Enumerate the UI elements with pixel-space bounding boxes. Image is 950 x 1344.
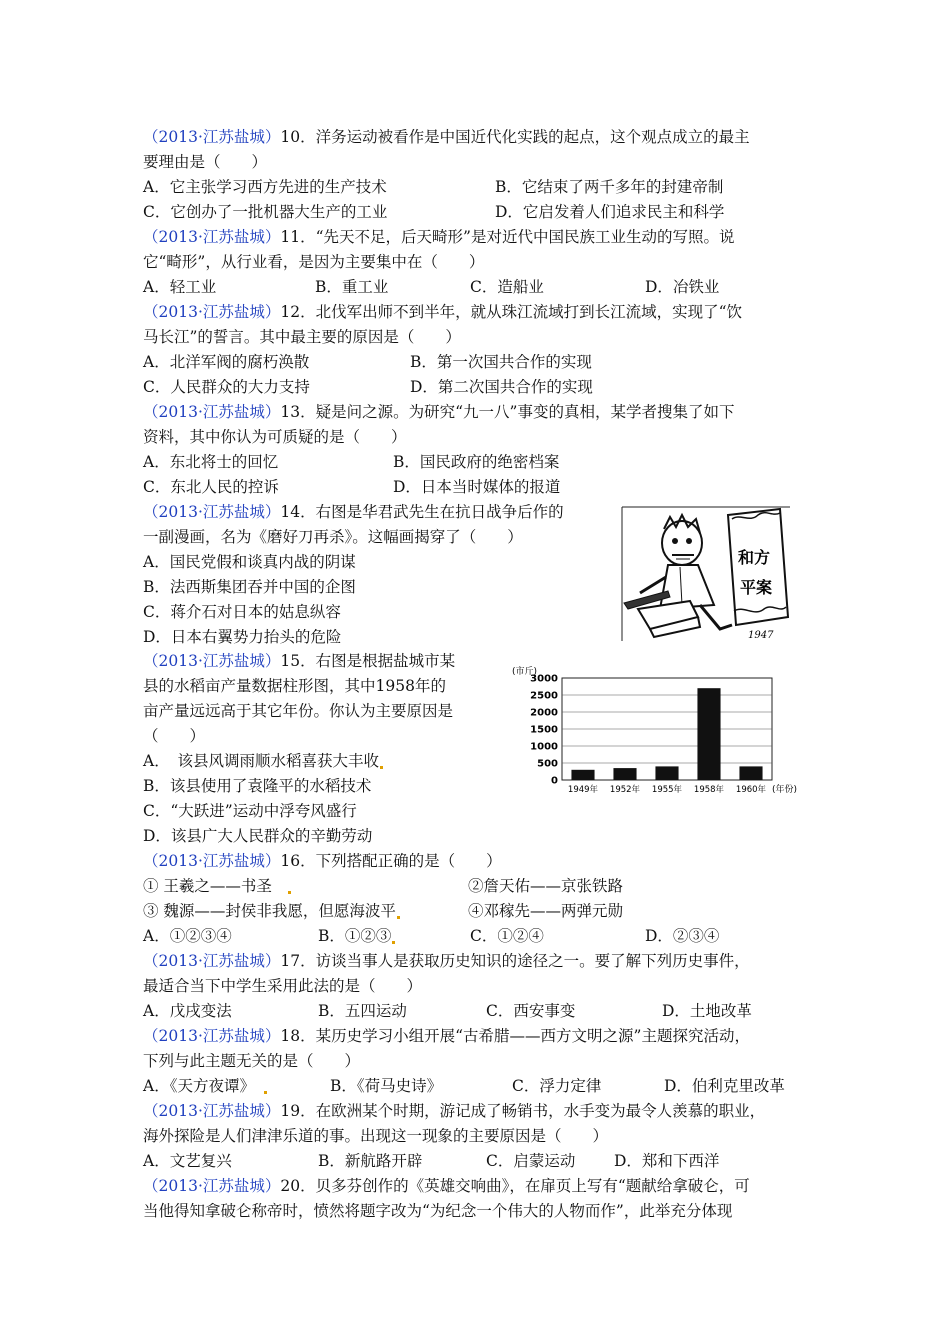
q11-option-a: A．轻工业 (143, 278, 217, 296)
q12-option-b: B．第一次国共合作的实现 (410, 353, 592, 371)
source-tag: （2013·江苏盐城） (143, 952, 281, 970)
q18-option-c: C．浮力定律 (512, 1077, 602, 1095)
source-tag: （2013·江苏盐城） (143, 852, 281, 870)
source-tag: （2013·江苏盐城） (143, 652, 281, 670)
chart-ytick-label: 1500 (530, 724, 558, 736)
chart-ytick-label: 2500 (530, 690, 558, 702)
q17-stem1-text: 17．访谈当事人是获取历史知识的途径之一。要了解下列历史事件， (280, 952, 750, 970)
q13-stem-line2: 资料，其中你认为可质疑的是（ ） (143, 428, 407, 446)
mark-dot (288, 891, 291, 894)
chart-ytick-label: 2000 (530, 707, 558, 719)
q13-option-c: C．东北人民的控诉 (143, 478, 279, 496)
q18-option-d: D．伯利克里改革 (664, 1077, 785, 1095)
q16-item-3-text: ③ 魏源——封侯非我愿，但愿海波平 (143, 902, 396, 920)
q19-option-c: C．启蒙运动 (486, 1152, 576, 1170)
q19-option-d: D．郑和下西洋 (614, 1152, 720, 1170)
chart-xtick-label: 1952年 (609, 785, 641, 795)
q17-stem-line2: 最适合当下中学生采用此法的是（ ） (143, 977, 423, 995)
q17-option-d: D．土地改革 (662, 1002, 752, 1020)
chart-bar (697, 688, 720, 780)
mark-dot (264, 1091, 267, 1094)
q14-stem-line2: 一副漫画，名为《磨好刀再杀》。这幅画揭穿了（ ） (143, 528, 523, 546)
chart-ytick-label: 500 (537, 758, 558, 770)
q15-option-a-text: A． 该县风调雨顺水稻喜获大丰收 (143, 752, 379, 770)
chart-xlabel: (年份) (772, 785, 798, 795)
q16-option-d: D．②③④ (645, 927, 720, 945)
source-tag: （2013·江苏盐城） (143, 128, 281, 146)
chart-bar (655, 766, 678, 780)
chart-ytick-label: 3000 (530, 673, 558, 685)
q16-item-1 (143, 875, 292, 897)
rice-yield-bar-chart (510, 660, 798, 795)
q11-stem1-text: 11．“先天不足，后天畸形”是对近代中国民族工业生动的写照。说 (280, 228, 735, 246)
chart-xtick-label: 1955年 (651, 785, 683, 795)
chart-xtick-label: 1949年 (567, 785, 599, 795)
q20-stem1-text: 20．贝多芬创作的《英雄交响曲》，在扉页上写有“题献给拿破仑，可 (280, 1177, 750, 1195)
q15-option-d: D．该县广大人民群众的辛勤劳动 (143, 827, 373, 845)
source-tag: （2013·江苏盐城） (143, 503, 281, 521)
chart-bar (613, 768, 636, 780)
q18-stem-line1 (143, 1025, 750, 1047)
q13-stem1-text: 13．疑是问之源。为研究“九一八”事变的真相，某学者搜集了如下 (280, 403, 735, 421)
cartoon-sign-line1: 和方 (738, 548, 771, 567)
q12-option-d: D．第二次国共合作的实现 (410, 378, 593, 396)
q15-option-c: C．“大跃进”运动中浮夸风盛行 (143, 802, 357, 820)
q10-option-b: B．它结束了两千多年的封建帝制 (495, 178, 724, 196)
q14-option-d: D．日本右翼势力抬头的危险 (143, 628, 342, 646)
q18-stem1-text: 18．某历史学习小组开展“古希腊——西方文明之源”主题探究活动， (280, 1027, 750, 1045)
q16-option-b (318, 925, 396, 947)
chart-xtick-label: 1960年 (735, 785, 767, 795)
chart-bar (571, 770, 594, 780)
cartoon-illustration (620, 505, 792, 643)
q16-item-1-text: ① 王羲之——书圣 (143, 877, 272, 895)
chart-ytick-label: 0 (551, 775, 558, 787)
q15-option-a (143, 750, 384, 772)
q13-option-d: D．日本当时媒体的报道 (393, 478, 561, 496)
q10-stem-line1 (143, 126, 750, 148)
q14-option-b: B．法西斯集团吞并中国的企图 (143, 578, 356, 596)
q17-stem-line1 (143, 950, 750, 972)
q19-stem-line1 (143, 1100, 765, 1122)
q19-stem-line2: 海外探险是人们津津乐道的事。出现这一现象的主要原因是（ ） (143, 1127, 609, 1145)
q14-stem-line1 (143, 501, 564, 523)
q18-option-b: B．《荷马史诗》 (330, 1077, 443, 1095)
q18-option-a-text: A．《天方夜谭》 (143, 1077, 248, 1095)
q19-stem1-text: 19．在欧洲某个时期，游记成了畅销书，水手变为最令人羡慕的职业， (280, 1102, 766, 1120)
q14-option-a: A．国民党假和谈真内战的阴谋 (143, 553, 356, 571)
q16-option-a: A．①②③④ (143, 927, 232, 945)
q11-option-b: B．重工业 (315, 278, 389, 296)
cartoon-sign-line2: 平案 (740, 578, 773, 597)
mark-dot (380, 766, 383, 769)
mark-dot (392, 941, 395, 944)
q13-stem-line1 (143, 401, 734, 423)
q17-option-c: C．西安事变 (486, 1002, 576, 1020)
q16-stem-line1 (143, 850, 502, 872)
q10-stem1-text: 10．洋务运动被看作是中国近代化实践的起点，这个观点成立的最主 (280, 128, 750, 146)
q20-stem-line2: 当他得知拿破仑称帝时，愤然将题字改为“为纪念一个伟大的人物而作”，此举充分体现 (143, 1202, 733, 1220)
q15-stem-line4: （ ） (143, 727, 206, 745)
q13-option-a: A．东北将士的回忆 (143, 453, 279, 471)
q12-stem1-text: 12．北伐军出师不到半年，就从珠江流域打到长江流域，实现了“饮 (280, 303, 743, 321)
q16-item-2: ②詹天佑——京张铁路 (468, 877, 624, 895)
q18-option-a (143, 1075, 268, 1097)
q16-item-3 (143, 900, 401, 922)
q12-stem-line2: 马长江”的誓言。其中最主要的原因是（ ） (143, 328, 461, 346)
q12-option-c: C．人民群众的大力支持 (143, 378, 310, 396)
q11-option-c: C．造船业 (470, 278, 544, 296)
source-tag: （2013·江苏盐城） (143, 1177, 281, 1195)
q15-stem1-text: 15．右图是根据盐城市某 (280, 652, 456, 670)
q19-option-b: B．新航路开辟 (318, 1152, 423, 1170)
q15-stem-line2: 县的水稻亩产量数据柱形图，其中1958年的 (143, 677, 446, 695)
q10-option-c: C．它创办了一批机器大生产的工业 (143, 203, 388, 221)
q15-stem-line3: 亩产量远远高于其它年份。你认为主要原因是 (143, 702, 454, 720)
q13-option-b: B．国民政府的绝密档案 (393, 453, 560, 471)
q16-option-c: C．①②④ (470, 927, 544, 945)
q16-stem1-text: 16．下列搭配正确的是（ ） (280, 852, 502, 870)
source-tag: （2013·江苏盐城） (143, 303, 281, 321)
q10-stem-line2: 要理由是（ ） (143, 153, 268, 171)
q12-stem-line1 (143, 301, 742, 323)
q11-stem-line2: 它“畸形”，从行业看，是因为主要集中在（ ） (143, 253, 485, 271)
mark-dot (397, 916, 400, 919)
q19-option-a: A．文艺复兴 (143, 1152, 232, 1170)
chart-ylabel: (市斤) (512, 667, 538, 677)
q17-option-b: B．五四运动 (318, 1002, 407, 1020)
q10-option-a: A．它主张学习西方先进的生产技术 (143, 178, 387, 196)
source-tag: （2013·江苏盐城） (143, 403, 281, 421)
q15-stem-line1 (143, 650, 455, 672)
chart-xtick-label: 1958年 (693, 785, 725, 795)
source-tag: （2013·江苏盐城） (143, 228, 281, 246)
q11-option-d: D．冶铁业 (645, 278, 720, 296)
q14-option-c: C．蒋介石对日本的姑息纵容 (143, 603, 341, 621)
q12-option-a: A．北洋军阀的腐朽涣散 (143, 353, 310, 371)
source-tag: （2013·江苏盐城） (143, 1102, 281, 1120)
q16-item-4: ④邓稼先——两弹元勋 (468, 902, 624, 920)
q15-option-b: B．该县使用了袁隆平的水稻技术 (143, 777, 372, 795)
q18-stem-line2: 下列与此主题无关的是（ ） (143, 1052, 361, 1070)
chart-bar (739, 766, 762, 780)
q17-option-a: A．戊戌变法 (143, 1002, 232, 1020)
q16-option-b-text: B．①②③ (318, 927, 392, 945)
q20-stem-line1 (143, 1175, 750, 1197)
q10-option-d: D．它启发着人们追求民主和科学 (495, 203, 725, 221)
q14-stem1-text: 14．右图是华君武先生在抗日战争后作的 (280, 503, 564, 521)
q11-stem-line1 (143, 226, 734, 248)
cartoon-year: 1947 (748, 630, 774, 641)
chart-ytick-label: 1000 (530, 741, 558, 753)
source-tag: （2013·江苏盐城） (143, 1027, 281, 1045)
